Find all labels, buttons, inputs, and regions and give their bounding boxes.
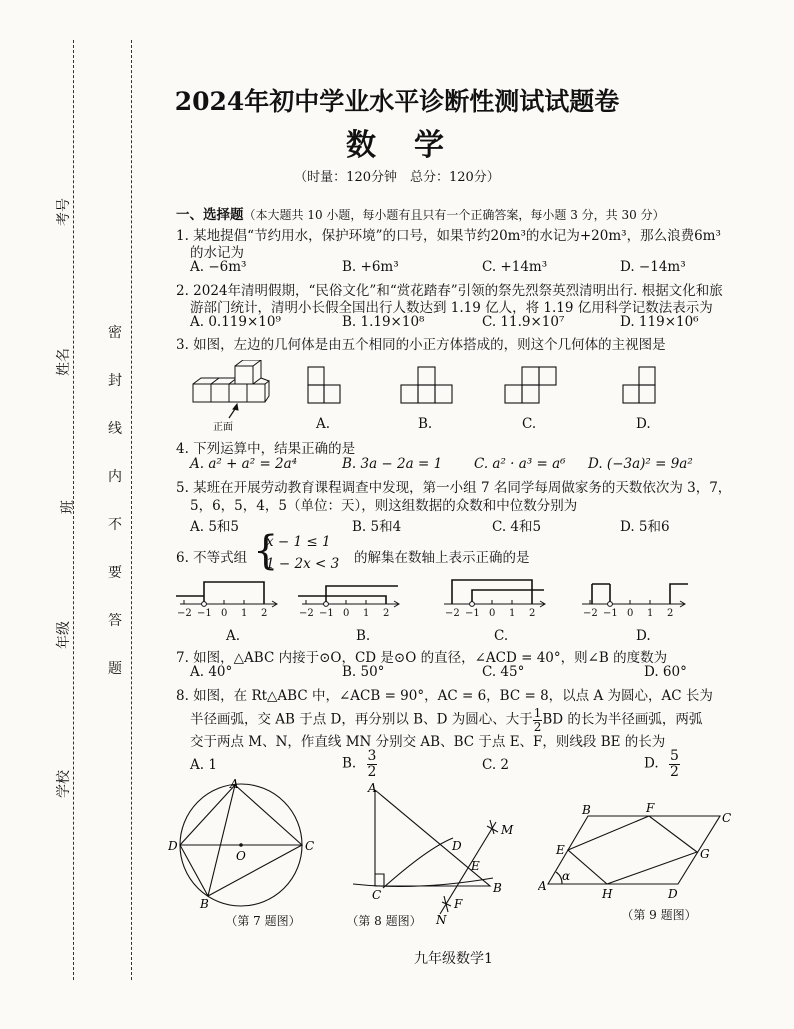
fig8-label-a: A — [368, 781, 377, 795]
tick-label: −2 — [299, 608, 314, 619]
q2-option-a: A. 0.119×10⁹ — [190, 314, 281, 330]
seal-char: 线 — [108, 421, 122, 437]
frac-numerator: 5 — [669, 748, 679, 764]
school-label: 学校 — [56, 770, 72, 798]
q3-option-d: D. — [636, 416, 651, 432]
tick-label: −2 — [445, 608, 460, 619]
fig9-label-alpha: α — [562, 869, 571, 883]
tick-label: 1 — [509, 608, 516, 619]
q1-option-d: D. −14m³ — [620, 259, 686, 275]
fig9-label-c: C — [722, 811, 732, 825]
q8-line2-part2: BD 的长为半径画弧，两弧 — [542, 711, 703, 728]
q2-stem-line2: 游部门统计，清明小长假全国出行人数达到 1.19 亿人，将 1.19 亿用科学记数法表示为 — [190, 300, 713, 316]
tick-label: −2 — [177, 608, 192, 619]
q1-stem-line2: 的水记为 — [190, 245, 244, 261]
frac-numerator: 3 — [367, 748, 377, 764]
fig7-caption: （第 7 题图） — [225, 914, 301, 928]
q4-option-b: B. 3a − 2a = 1 — [342, 456, 443, 472]
q3-option-b-figure — [399, 364, 455, 408]
q6-option-c: C. — [494, 628, 509, 644]
q7-option-b: B. 50° — [342, 664, 385, 680]
seal-char: 密 — [108, 325, 122, 341]
tick-label: −1 — [603, 608, 618, 619]
fig8-label-n: N — [436, 913, 447, 927]
q1-option-b: B. +6m³ — [342, 259, 399, 275]
tick-label: 0 — [489, 608, 496, 619]
q6-inequality-2: 1 − 2x < 3 — [266, 556, 340, 572]
q8-option-b — [342, 749, 377, 779]
q1-option-c: C. +14m³ — [482, 259, 548, 275]
fig8-label-b: B — [493, 881, 502, 895]
q4-stem: 4. 下列运算中，结果正确的是 — [176, 441, 356, 457]
q5-option-a: A. 5和5 — [190, 519, 240, 535]
section-heading — [176, 203, 665, 223]
q2-option-b: B. 1.19×10⁸ — [342, 314, 425, 330]
fig7-label-a: A — [230, 778, 239, 791]
q2-option-c: C. 11.9×10⁷ — [482, 314, 565, 330]
q8-option-d-label: D. — [644, 755, 659, 772]
fig9-label-e: E — [556, 843, 565, 857]
q2-stem-line1: 2. 2024年清明假期，“民俗文化”和“赏花踏春”引领的祭先烈祭英烈清明出行. 根据文化和旅 — [176, 283, 723, 299]
exam-no-label: 考号 — [56, 198, 72, 226]
q3-option-c: C. — [522, 416, 537, 432]
grade-label: 年级 — [56, 621, 72, 649]
fig8-label-e: E — [471, 859, 480, 873]
fig8-label-f: F — [454, 897, 463, 911]
q4-option-a: A. a² + a² = 2a⁴ — [190, 456, 298, 472]
tick-label: −1 — [465, 608, 480, 619]
class-label: 班 — [60, 500, 76, 514]
q5-option-c: C. 4和5 — [492, 519, 542, 535]
fig9-label-g: G — [700, 847, 710, 861]
q3-stem: 3. 如图，左边的几何体是由五个相同的小正方体搭成的，则这个几何体的主视图是 — [176, 337, 666, 353]
fig7-label-b: B — [200, 897, 209, 910]
tick-label: 2 — [667, 608, 674, 619]
q6-suffix: 的解集在数轴上表示正确的是 — [354, 550, 530, 566]
q6-prefix: 6. 不等式组 — [176, 550, 248, 566]
fig9-label-f: F — [646, 801, 655, 815]
seal-char: 题 — [108, 661, 122, 677]
tick-label: 0 — [343, 608, 350, 619]
q3-front-label: 正面 — [213, 422, 233, 432]
fig9-label-h: H — [602, 887, 613, 900]
tick-label: 2 — [529, 608, 536, 619]
q8-option-a: A. 1 — [190, 757, 217, 773]
q5-stem-line2: 5，6，5，4，5（单位：天），则这组数据的众数和中位数分别为 — [190, 498, 578, 514]
exam-title: 2024年初中学业水平诊断性测试试题卷 — [174, 87, 620, 116]
frac-denominator: 2 — [669, 763, 679, 780]
q1-option-a: A. −6m³ — [190, 259, 247, 275]
tick-label: 1 — [241, 608, 248, 619]
q7-option-c: C. 45° — [482, 664, 525, 680]
fig8-label-c: C — [372, 888, 382, 902]
q8-option-d-fraction — [669, 749, 680, 779]
tick-label: 0 — [221, 608, 228, 619]
q3-option-a: A. — [316, 416, 331, 432]
fig7-label-c: C — [305, 839, 315, 853]
q6-brace: { — [253, 528, 279, 574]
q3-option-b: B. — [418, 416, 433, 432]
tick-label: 0 — [627, 608, 634, 619]
seal-char: 要 — [108, 565, 122, 581]
q3-option-d-figure — [621, 364, 661, 408]
seal-char: 封 — [108, 373, 122, 389]
q8-option-b-fraction — [367, 749, 378, 779]
fig7-label-o: O — [236, 849, 246, 863]
name-label: 姓名 — [56, 348, 72, 376]
fig8-caption: （第 8 题图） — [346, 914, 422, 928]
fig8-label-d: D — [452, 839, 462, 853]
q3-solid-figure — [185, 360, 285, 432]
q4-option-c: C. a² · a³ = a⁶ — [474, 456, 566, 472]
fig8-label-m: M — [501, 823, 514, 837]
frac-numerator: 1 — [533, 706, 542, 720]
q6-inequality-1: x − 1 ≤ 1 — [266, 534, 331, 550]
q3-option-a-figure — [306, 364, 346, 408]
tick-label: −2 — [583, 608, 598, 619]
q8-option-c: C. 2 — [482, 757, 510, 773]
fig9-label-d: D — [668, 887, 678, 900]
frac-denominator: 2 — [533, 719, 542, 734]
fig8-triangle-diagram — [348, 778, 520, 928]
tick-label: 2 — [261, 608, 268, 619]
q3-option-c-figure — [503, 364, 559, 408]
tick-label: −1 — [319, 608, 334, 619]
q8-option-b-label: B. — [342, 755, 357, 772]
q7-stem: 7. 如图，△ABC 内接于⊙O，CD 是⊙O 的直径，∠ACD = 40°，则∠B 的度数为 — [176, 650, 668, 666]
q6-option-a: A. — [226, 628, 241, 644]
q8-stem-line3: 交于两点 M、N，作直线 MN 分别交 AB、BC 于点 E、F，则线段 BE 的长为 — [190, 734, 666, 750]
fig7-label-d: D — [168, 839, 178, 853]
subject-title: 数 学 — [346, 128, 448, 163]
fig9-caption: （第 9 题图） — [621, 908, 697, 922]
q6-option-b: B. — [356, 628, 371, 644]
seal-char: 内 — [108, 469, 122, 485]
seal-char: 答 — [108, 613, 122, 629]
page-footer: 九年级数学1 — [414, 951, 493, 967]
seal-char: 不 — [108, 517, 122, 533]
section-instruction: （本大题共 10 小题，每小题有且只有一个正确答案，每小题 3 分，共 30 分） — [243, 208, 665, 222]
q1-stem-line1: 1. 某地提倡“节约用水，保护环境”的口号，如果节约20m³的水记为+20m³，那么浪费6m³ — [176, 228, 721, 244]
q5-option-b: B. 5和4 — [352, 519, 402, 535]
tick-label: 1 — [647, 608, 654, 619]
q6-option-d: D. — [636, 628, 651, 644]
fig9-parallelogram-diagram — [538, 800, 738, 900]
q4-option-d: D. (−3a)² = 9a² — [588, 456, 693, 472]
tick-label: 1 — [363, 608, 370, 619]
q7-option-d: D. 60° — [644, 664, 687, 680]
q5-stem-line1: 5. 某班在开展劳动教育课程调查中发现，第一小组 7 名同学每周做家务的天数依次为 3，7， — [176, 480, 732, 496]
q5-option-d: D. 5和6 — [620, 519, 670, 535]
q2-option-d: D. 119×10⁶ — [620, 314, 699, 330]
frac-denominator: 2 — [367, 763, 377, 780]
q8-stem-line1: 8. 如图，在 Rt△ABC 中，∠ACB = 90°，AC = 6，BC = 8，以点 A 为圆心，AC 长为 — [176, 688, 713, 704]
q8-line2-part1: 半径画弧，交 AB 于点 D，再分别以 B、D 为圆心、大于 — [190, 711, 533, 728]
exam-info: （时量：120分钟 总分：120分） — [294, 170, 500, 185]
fig9-label-b: B — [582, 803, 591, 817]
fig7-circle-diagram — [168, 778, 318, 910]
tick-label: −1 — [197, 608, 212, 619]
tick-label: 2 — [383, 608, 390, 619]
section-heading-label: 一、选择题 — [176, 207, 244, 223]
fig9-label-a: A — [538, 879, 547, 893]
q7-option-a: A. 40° — [190, 664, 233, 680]
q8-option-d — [644, 749, 680, 779]
